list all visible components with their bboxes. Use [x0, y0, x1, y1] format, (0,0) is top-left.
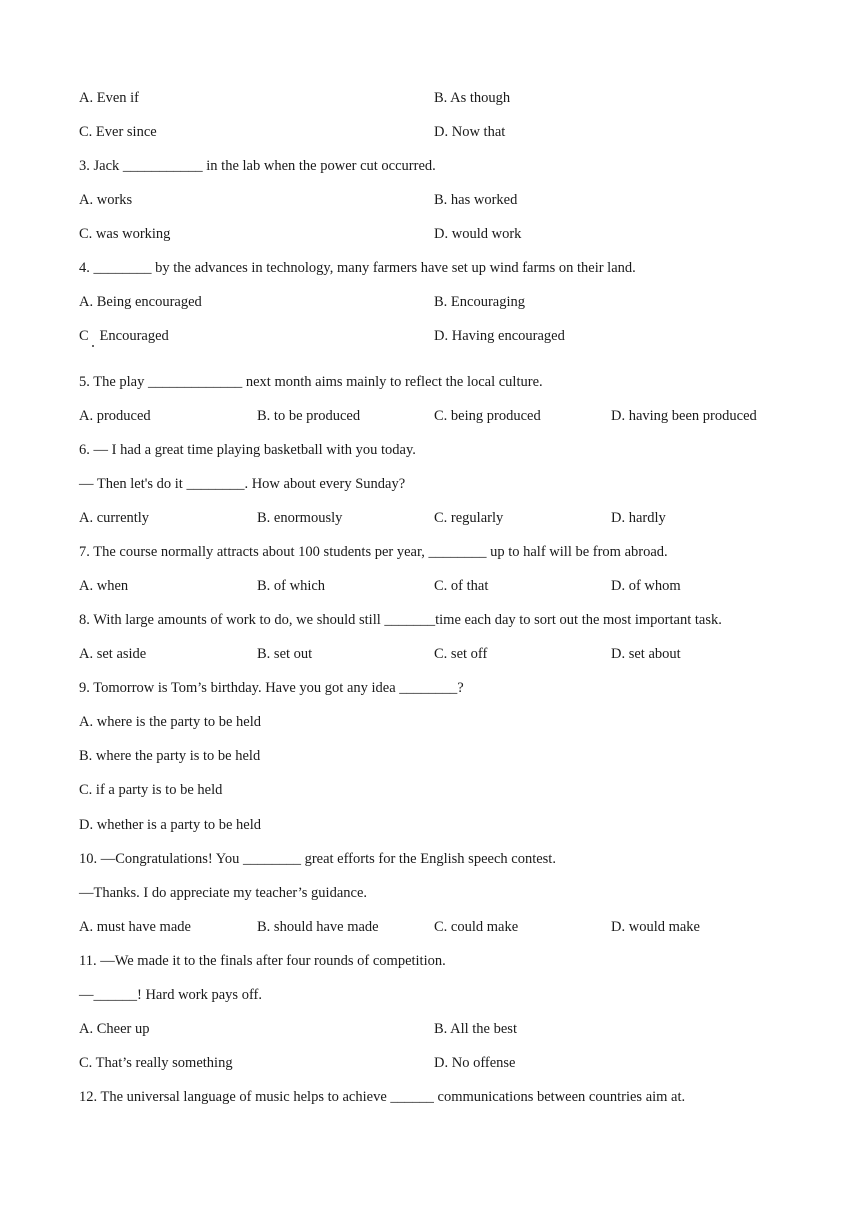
q8-options-row [79, 644, 799, 664]
q9-stem: 9. Tomorrow is Tom’s birthday. Have you got any idea ________? [79, 680, 464, 696]
q3-option-b[interactable]: B. has worked [434, 192, 518, 208]
q9-option-b[interactable]: B. where the party is to be held [79, 748, 261, 764]
q12-stem: 12. The universal language of music helps to achieve ______ communications between countries aim at. [79, 1089, 686, 1105]
q10-options-row [79, 917, 799, 937]
q9-option-d[interactable]: D. whether is a party to be held [79, 817, 262, 833]
q10-stem-2: —Thanks. I do appreciate my teacher’s guidance. [79, 885, 368, 901]
q8-option-a[interactable]: A. set aside [79, 646, 147, 662]
q8-option-c[interactable]: C. set off [434, 646, 488, 662]
q10-stem-1: 10. —Congratulations! You ________ great efforts for the English speech contest. [79, 851, 556, 867]
q7-option-a[interactable]: A. when [79, 578, 129, 594]
q7-stem: 7. The course normally attracts about 100 students per year, ________ up to half will be from abroad. [79, 544, 668, 560]
q6-stem-2: — Then let's do it ________. How about every Sunday? [79, 476, 406, 492]
q4-option-c[interactable]: C Encouraged [79, 328, 169, 344]
q11-option-d[interactable]: D. No offense [434, 1055, 516, 1071]
q11-stem-1: 11. —We made it to the finals after four rounds of competition. [79, 953, 446, 969]
q10-option-a[interactable]: A. must have made [79, 919, 191, 935]
q5-stem: 5. The play _____________ next month aims mainly to reflect the local culture. [79, 374, 543, 390]
q7-option-d[interactable]: D. of whom [611, 578, 681, 594]
q2-options-row-1 [79, 88, 799, 108]
q8-option-d[interactable]: D. set about [611, 646, 681, 662]
q2-option-c[interactable]: C. Ever since [79, 124, 157, 140]
q3-options-row-1 [79, 190, 799, 210]
q11-stem-2: —______! Hard work pays off. [79, 987, 262, 1003]
q3-option-a[interactable]: A. works [79, 192, 133, 208]
q2-options-row-2 [79, 122, 799, 142]
q5-option-a[interactable]: A. produced [79, 408, 151, 424]
q10-option-b[interactable]: B. should have made [257, 919, 379, 935]
q11-options-row-2 [79, 1053, 799, 1073]
q11-option-b[interactable]: B. All the best [434, 1021, 517, 1037]
q6-option-c[interactable]: C. regularly [434, 510, 504, 526]
q11-options-row-1 [79, 1019, 799, 1039]
q6-options-row [79, 508, 799, 528]
q3-option-d[interactable]: D. would work [434, 226, 522, 242]
q10-option-d[interactable]: D. would make [611, 919, 700, 935]
q4-stem: 4. ________ by the advances in technology, many farmers have set up wind farms on their land. [79, 260, 636, 276]
q2-option-b[interactable]: B. As though [434, 90, 511, 106]
q2-option-d[interactable]: D. Now that [434, 124, 506, 140]
q3-option-c[interactable]: C. was working [79, 226, 171, 242]
q8-stem: 8. With large amounts of work to do, we should still _______time each day to sort out the most important task. [79, 612, 722, 628]
q4-options-row-2 [79, 326, 799, 346]
q6-stem-1: 6. — I had a great time playing basketball with you today. [79, 442, 416, 458]
q11-option-c[interactable]: C. That’s really something [79, 1055, 233, 1071]
q10-option-c[interactable]: C. could make [434, 919, 519, 935]
q5-option-b[interactable]: B. to be produced [257, 408, 361, 424]
q3-stem: 3. Jack ___________ in the lab when the power cut occurred. [79, 158, 436, 174]
q6-option-a[interactable]: A. currently [79, 510, 150, 526]
q7-option-b[interactable]: B. of which [257, 578, 326, 594]
q4-option-a[interactable]: A. Being encouraged [79, 294, 202, 310]
q9-option-c[interactable]: C. if a party is to be held [79, 782, 223, 798]
q2-option-a[interactable]: A. Even if [79, 90, 139, 106]
q8-option-b[interactable]: B. set out [257, 646, 313, 662]
q5-options-row [79, 406, 799, 426]
q11-option-a[interactable]: A. Cheer up [79, 1021, 150, 1037]
q7-option-c[interactable]: C. of that [434, 578, 489, 594]
q4-options-row-1 [79, 292, 799, 312]
q5-option-c[interactable]: C. being produced [434, 408, 541, 424]
q4-option-d[interactable]: D. Having encouraged [434, 328, 565, 344]
stray-dot [92, 345, 94, 347]
q9-option-a[interactable]: A. where is the party to be held [79, 714, 262, 730]
q6-option-d[interactable]: D. hardly [611, 510, 666, 526]
q4-option-b[interactable]: B. Encouraging [434, 294, 526, 310]
q7-options-row [79, 576, 799, 596]
q6-option-b[interactable]: B. enormously [257, 510, 343, 526]
q5-option-d[interactable]: D. having been produced [611, 408, 757, 424]
q3-options-row-2 [79, 224, 799, 244]
